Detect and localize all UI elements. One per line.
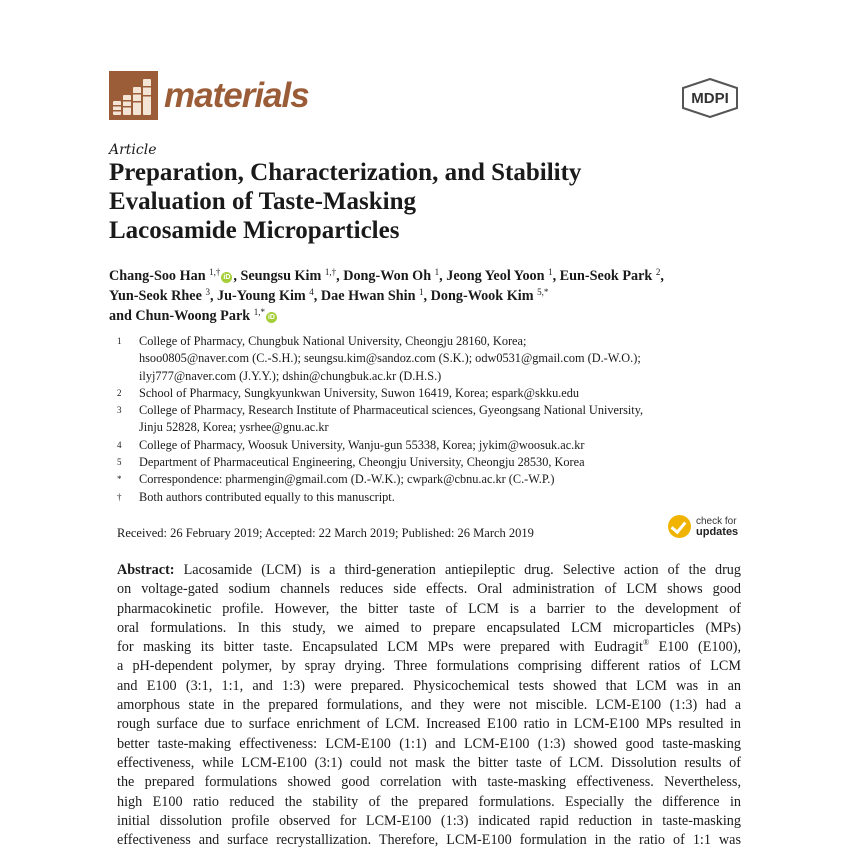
affiliation-text[interactable]: ilyj777@naver.com (J.Y.Y.); dshin@chungbuk.ac.kr (D.H.S.): [139, 368, 442, 383]
affiliation-list: [117, 333, 747, 506]
author-affil: 1,†: [324, 267, 337, 277]
affiliation-text[interactable]: School of Pharmacy, Sungkyunkwan University, Suwon 16419, Korea; espark@skku.edu: [139, 385, 580, 400]
publisher-logo: [681, 78, 739, 118]
title-line: Evaluation of Taste-Masking: [109, 188, 417, 215]
correspondence-text[interactable]: Correspondence: pharmengin@gmail.com (D.-W.K.); cwpark@cbnu.ac.kr (C.-W.P.): [139, 472, 555, 487]
author-affil: 4: [309, 287, 314, 297]
affiliation-item: [117, 385, 747, 402]
abstract-line: rough surface due to surface enrichment of LCM. Increased E100 ratio in LCM-E100 MPs resulted in: [117, 716, 741, 733]
affiliation-text: College of Pharmacy, Research Institute of Pharmaceutical sciences, Gyeongsang National University,: [139, 403, 644, 418]
abstract-line: the prepared formulations showed good correlation with taste-masking effectiveness. Nevertheless,: [117, 774, 741, 791]
columns-icon: [109, 71, 158, 120]
affiliation-mark: †: [117, 491, 122, 502]
affiliation-item: [117, 454, 747, 471]
author-line: [109, 306, 749, 326]
abstract-line: on voltage-gated sodium channels reduces side effects. Oral administration of LCM shows good: [117, 581, 741, 598]
journal-name: materials: [164, 75, 309, 115]
affiliation-text[interactable]: Jinju 52828, Korea; ysrhee@gnu.ac.kr: [139, 420, 329, 435]
affiliation-text[interactable]: College of Pharmacy, Woosuk University, Wanju-gun 55338, Korea; jykim@woosuk.ac.kr: [139, 437, 585, 452]
author-name: Chang-Soo Han: [109, 268, 206, 284]
journal-logo: [109, 70, 309, 120]
correspondence-item: [117, 471, 747, 488]
affiliation-text[interactable]: hsoo0805@naver.com (C.-S.H.); seungsu.kim@sandoz.com (S.K.); odw0531@gmail.com (D.-W.O.);: [139, 351, 641, 366]
orcid-icon[interactable]: iD: [223, 274, 231, 281]
author-name: Dong-Won Oh: [343, 268, 432, 284]
abstract-line: effectiveness and surface recrystallization. Therefore, LCM-E100 formulation in the ratio of 1:1 was: [117, 832, 741, 849]
affiliation-item: [117, 402, 747, 437]
author-affil: 1: [434, 267, 440, 277]
author-line: Chang-Soo Han $^{1,\dagger}$iD , Seungsu Kim $^{1,\dagger}$, Dong-Won Oh $^1$, Jeong Yeol Yoon $^1$, Eun-Seok Park $^2$,: [109, 267, 664, 284]
updates-label: updates: [696, 525, 739, 538]
author-name: Seungsu Kim: [240, 268, 322, 284]
author-line: Yun-Seok Rhee $^3$, Ju-Young Kim $^4$, Dae Hwan Shin $^1$, Dong-Wook Kim $^{5,*}$: [109, 287, 549, 304]
article-type: Article: [109, 142, 157, 158]
abstract-line: oral formulations. In this study, we aimed to prepare encapsulated LCM microparticles (MPs): [117, 619, 741, 636]
author-name: Dae Hwan Shin: [320, 288, 416, 304]
checkmark-icon: [668, 515, 691, 538]
note-text: Both authors contributed equally to this manuscript.: [139, 489, 395, 504]
author-name: Ju-Young Kim: [217, 288, 306, 304]
abstract-line: effectiveness, while LCM-E100 (3:1) could not mask the bitter taste of LCM. Dissolution results of: [117, 754, 741, 771]
affiliation-mark: 3: [117, 405, 122, 416]
affiliation-text: Department of Pharmaceutical Engineering, Cheongju University, Cheongju 28530, Korea: [139, 455, 585, 470]
abstract-line: high E100 ratio reduced the stability of the prepared formulations. Especially the difference in: [117, 793, 741, 810]
affiliation-text: College of Pharmacy, Chungbuk National University, Cheongju 28160, Korea;: [139, 334, 527, 348]
author-name: Dong-Wook Kim: [430, 288, 534, 304]
author-name: Jeong Yeol Yoon: [446, 268, 545, 284]
equal-contribution-note: [117, 489, 747, 506]
abstract-heading: Abstract:: [117, 562, 175, 578]
publisher-name: MDPI: [691, 90, 729, 107]
author-affil: 1: [419, 287, 424, 297]
check-for-label: check for: [696, 515, 737, 527]
title-line: Lacosamide Microparticles: [109, 217, 400, 244]
abstract-line: and E100 (3:1, 1:1, and 1:3) were prepared. Physicochemical tests showed that LCM was in an: [117, 677, 741, 694]
article-title: [109, 158, 729, 245]
affiliation-mark: *: [117, 474, 122, 485]
orcid-icon[interactable]: iD: [267, 314, 275, 321]
affiliation-item: [117, 333, 747, 385]
abstract-line: initial dissolution profile observed for LCM-E100 (1:3) indicated rapid reduction in taste-masking: [117, 812, 741, 829]
abstract: [117, 561, 741, 850]
abstract-line: amorphous state in the prepared formulations, and they were not miscible. LCM-E100 (1:3) had a: [117, 697, 741, 714]
abstract-line: better taste-making effectiveness: LCM-E100 (1:1) and LCM-E100 (1:3) showed good taste-masking: [117, 735, 741, 752]
check-for-updates-badge[interactable]: [668, 515, 738, 538]
affiliation-item: [117, 437, 747, 454]
author-name: Chun-Woong Park: [135, 308, 251, 324]
author-affil: 2: [655, 267, 661, 277]
affiliation-mark: 5: [117, 457, 122, 468]
author-affil: 1,*: [253, 307, 265, 317]
abstract-line: a pH-dependent polymer, by spray drying. Three formulations comprising different ratios of LCM: [117, 658, 741, 675]
publication-dates: Received: 26 February 2019; Accepted: 22 March 2019; Published: 26 March 2019: [117, 526, 534, 540]
author-affil: 1,†: [209, 267, 221, 277]
abstract-line: pharmacokinetic profile. However, the bitter taste of LCM is a barrier to the development of: [117, 600, 741, 617]
title-line: Preparation, Characterization, and Stability: [109, 159, 582, 186]
affiliation-mark: 1: [117, 336, 122, 346]
author-list: [109, 266, 749, 326]
author-name: Eun-Seok Park: [559, 268, 653, 284]
affiliation-mark: 2: [117, 387, 122, 398]
author-affil: 1: [548, 267, 553, 277]
author-affil: 3: [205, 287, 210, 297]
journal-logo-icon: [109, 71, 158, 120]
affiliation-mark: 4: [117, 439, 122, 450]
author-affil: 5,*: [537, 287, 549, 297]
abstract-line: for masking its bitter taste. Encapsulated LCM MPs were prepared with Eudragit® E100 (E100),: [117, 638, 741, 656]
abstract-line: Abstract: Lacosamide (LCM) is a third-generation antiepileptic drug. Selective action of the drug: [117, 562, 741, 578]
author-name: Yun-Seok Rhee: [109, 288, 202, 304]
author-conjunction: and: [109, 308, 132, 324]
